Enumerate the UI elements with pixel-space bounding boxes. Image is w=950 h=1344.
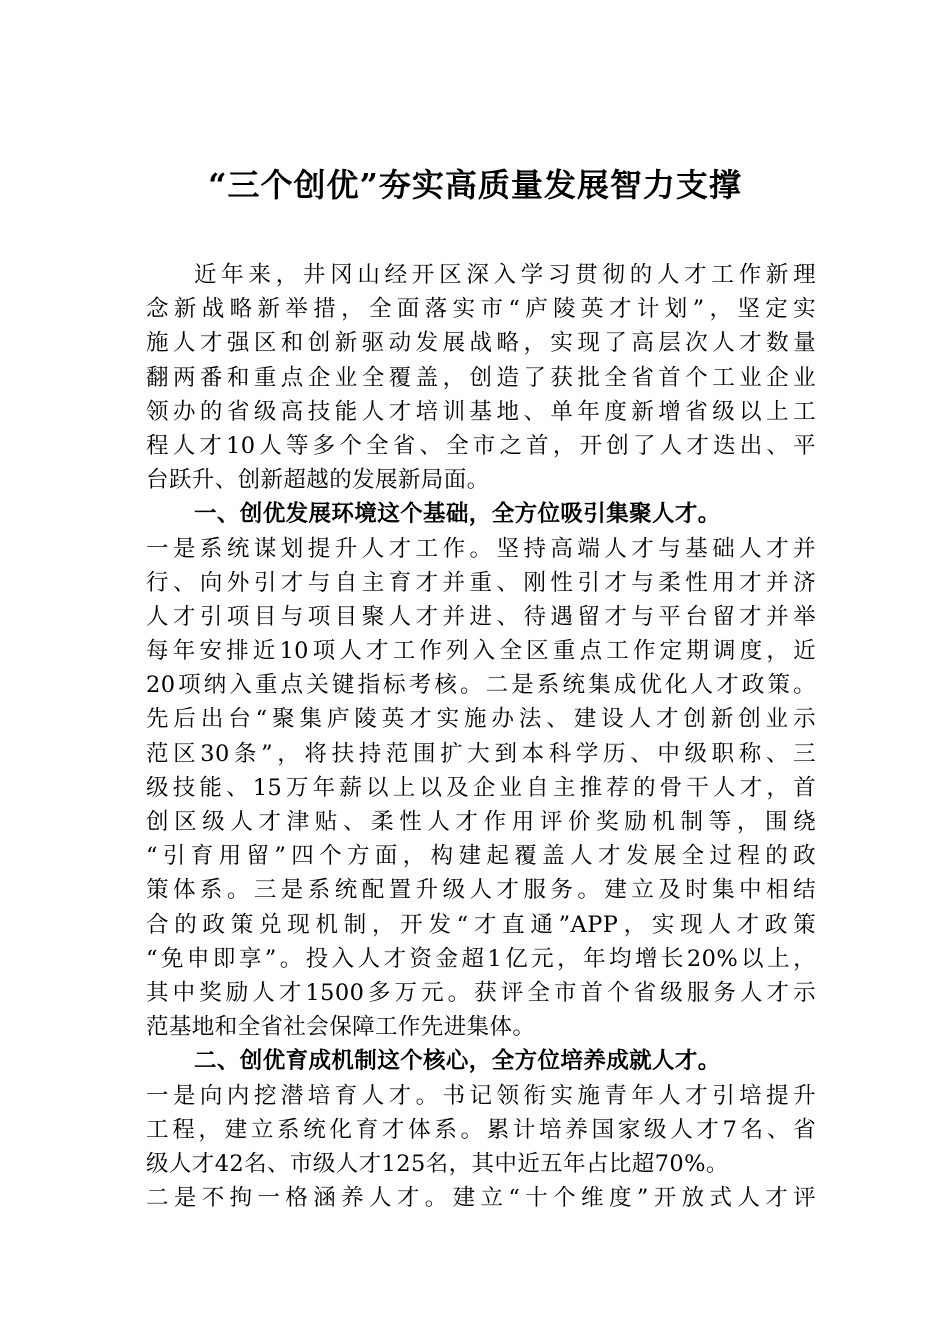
section-heading: 一、创优发展环境这个基础，全方位吸引集聚人才。 bbox=[194, 501, 721, 528]
paragraph-line: 领办的省级高技能人才培训基地、单年度新增省级以上工 bbox=[146, 398, 816, 425]
paragraph-line: 一是系统谋划提升人才工作。坚持高端人才与基础人才并 bbox=[146, 535, 816, 562]
paragraph-line: 念新战略新举措，全面落实市“庐陵英才计划”，坚定实 bbox=[146, 296, 816, 323]
paragraph-line: 人才引项目与项目聚人才并进、待遇留才与平台留才并举 bbox=[146, 603, 816, 630]
paragraph-line: “引育用留”四个方面，构建起覆盖人才发展全过程的政 bbox=[146, 843, 816, 870]
paragraph-line: 程人才10人等多个全省、全市之首，开创了人才迭出、平 bbox=[146, 432, 816, 459]
document-body bbox=[146, 258, 816, 1215]
paragraph-line: 施人才强区和创新驱动发展战略，实现了高层次人才数量 bbox=[146, 330, 816, 357]
paragraph-line: 级技能、15万年薪以上以及企业自主推荐的骨干人才，首 bbox=[146, 774, 816, 801]
paragraph-line: 二是不拘一格涵养人才。建立“十个维度”开放式人才评 bbox=[146, 1185, 816, 1212]
section-heading: 二、创优育成机制这个核心，全方位培养成就人才。 bbox=[194, 1048, 721, 1075]
paragraph-line: 一是向内挖潜培育人才。书记领衔实施青年人才引培提升 bbox=[146, 1082, 816, 1109]
paragraph-line: 翻两番和重点企业全覆盖，创造了获批全省首个工业企业 bbox=[146, 364, 816, 391]
paragraph-line: 范基地和全省社会保障工作先进集体。 bbox=[146, 1014, 536, 1041]
paragraph-line: 先后出台“聚集庐陵英才实施办法、建设人才创新创业示 bbox=[146, 706, 816, 733]
paragraph-line: 行、向外引才与自主育才并重、刚性引才与柔性用才并济 bbox=[146, 569, 816, 596]
paragraph-line: 级人才42名、市级人才125名，其中近五年占比超70%。 bbox=[146, 1150, 729, 1177]
paragraph-line: 创区级人才津贴、柔性人才作用评价奖励机制等，围绕 bbox=[146, 809, 816, 835]
paragraph-line: 范区30条”，将扶持范围扩大到本科学历、中级职称、三 bbox=[146, 740, 816, 767]
paragraph-line: 近年来，井冈山经开区深入学习贯彻的人才工作新理 bbox=[194, 262, 816, 288]
paragraph-line: “免申即享”。投入人才资金超1亿元，年均增长20%以上， bbox=[146, 945, 816, 972]
document-title: “三个创优”夯实高质量发展智力支撑 bbox=[208, 166, 742, 204]
paragraph-line: 每年安排近10项人才工作列入全区重点工作定期调度，近 bbox=[146, 638, 816, 665]
paragraph-line: 其中奖励人才1500多万元。获评全市首个省级服务人才示 bbox=[146, 979, 816, 1006]
paragraph-line: 台跃升、创新超越的发展新局面。 bbox=[146, 467, 490, 494]
paragraph-line: 20项纳入重点关键指标考核。二是系统集成优化人才政策。 bbox=[146, 672, 816, 699]
paragraph-line: 策体系。三是系统配置升级人才服务。建立及时集中相结 bbox=[146, 877, 816, 904]
paragraph-line: 工程，建立系统化育才体系。累计培养国家级人才7名、省 bbox=[146, 1116, 816, 1143]
paragraph-line: 合的政策兑现机制，开发“才直通”APP，实现人才政策 bbox=[146, 911, 816, 938]
